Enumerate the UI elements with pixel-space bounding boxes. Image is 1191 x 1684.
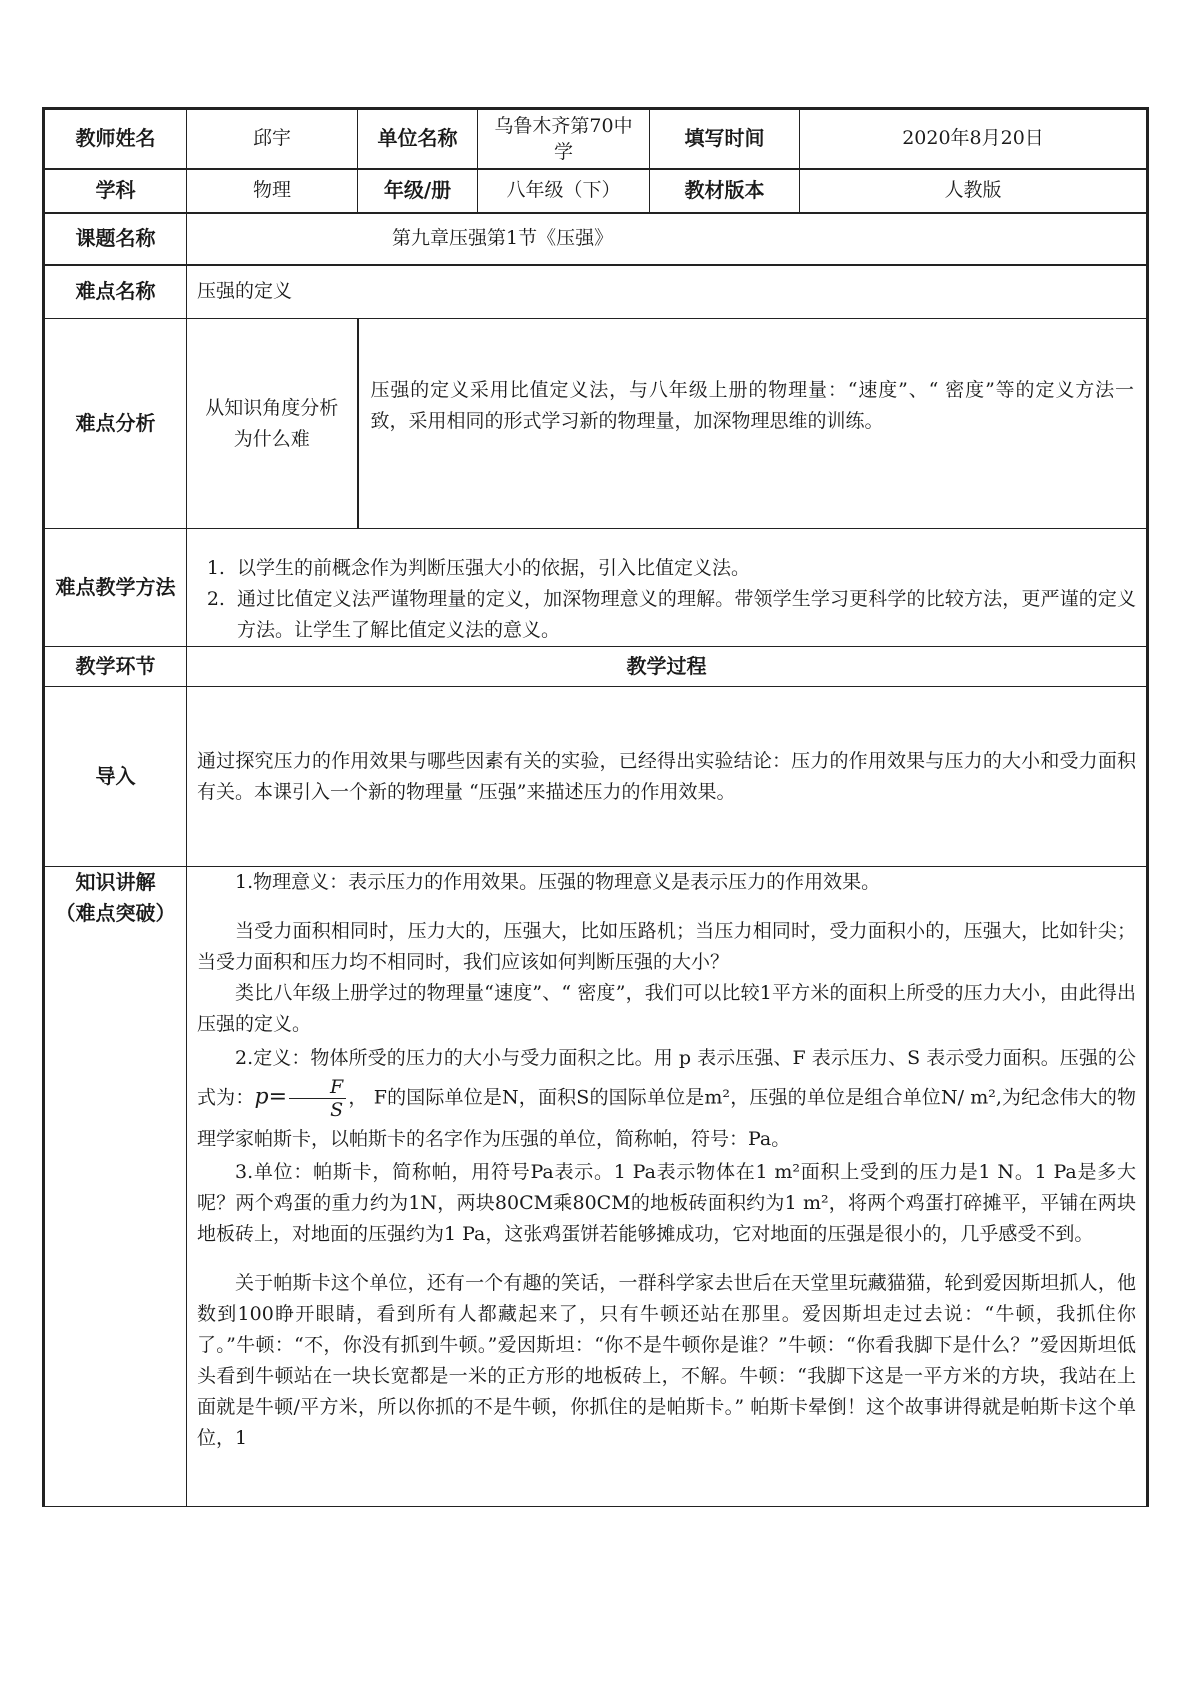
lesson-plan-document <box>42 107 1146 1507</box>
knowledge-p4 <box>197 1040 1136 1157</box>
methods-list <box>197 553 1136 646</box>
knowledge-p3: 类比八年级上册学过的物理量“速度”、“ 密度”，我们可以比较1平方米的面积上所受的压力大小，由此得出压强的定义。 <box>197 982 1136 1035</box>
paragraph-gap <box>197 1250 1136 1268</box>
intro-label: 导入 <box>44 687 187 867</box>
subject-label: 学科 <box>44 169 187 213</box>
lesson-plan-table <box>42 107 1149 1507</box>
edition-label: 教材版本 <box>650 169 800 213</box>
topic-label: 课题名称 <box>44 213 187 265</box>
knowledge-label-cell <box>44 867 187 1507</box>
knowledge-p4-part-b: ， F的国际单位是N，面积S的国际单位是m²，压强的单位是组合单位N/ m²,为纪念伟大的物理学家帕斯卡，以帕斯卡的名字作为压强的单位，简称帕，符号：Pa。 <box>197 1086 1136 1150</box>
analysis-sub-label: 从知识角度分析为什么难 <box>187 319 358 529</box>
topic-value: 第九章压强第1节《压强》 <box>187 213 1148 265</box>
formula-lhs: p= <box>254 1084 288 1110</box>
knowledge-label-line1: 知识讲解 <box>75 870 156 894</box>
methods-label: 难点教学方法 <box>44 529 187 647</box>
paragraph-gap <box>197 898 1136 916</box>
time-label: 填写时间 <box>650 109 800 169</box>
knowledge-content <box>187 867 1148 1507</box>
analysis-label: 难点分析 <box>44 319 187 529</box>
knowledge-p4-part-a: 2.定义：物体所受的压力的大小与受力面积之比。用 p 表示压强、F 表示压力、S 表示受力面积。压强的公式为： <box>197 1047 1136 1109</box>
subject-value: 物理 <box>187 169 358 213</box>
formula-denominator: S <box>330 1099 344 1121</box>
analysis-text: 压强的定义采用比值定义法，与八年级上册的物理量：“速度”、“ 密度”等的定义方法一致，采用相同的形式学习新的物理量，加深物理思维的训练。 <box>358 319 1148 529</box>
formula-numerator: F <box>289 1076 346 1099</box>
knowledge-p2: 当受力面积相同时，压力大的，压强大，比如压路机；当压力相同时，受力面积小的，压强大，比如针尖；当受力面积和压力均不相同时，我们应该如何判断压强的大小？ <box>197 920 1136 973</box>
difficulty-value: 压强的定义 <box>187 265 1148 319</box>
teacher-label: 教师姓名 <box>44 109 187 169</box>
intro-text: 通过探究压力的作用效果与哪些因素有关的实验，已经得出实验结论：压力的作用效果与压力的大小和受力面积有关。本课引入一个新的物理量 “压强”来描述压力的作用效果。 <box>187 687 1148 867</box>
grade-label: 年级/册 <box>358 169 478 213</box>
process-header-value: 教学过程 <box>187 647 1148 687</box>
methods-cell <box>187 529 1148 647</box>
knowledge-p5: 3.单位：帕斯卡，简称帕，用符号Pa表示。1 Pa表示物体在1 m²面积上受到的压力是1 N。1 Pa是多大呢？两个鸡蛋的重力约为1N，两块80CM乘80CM的地板砖面积约为1 m²，将两个鸡蛋打碎摊平，平铺在两块地板砖上，对地面的压强约为1 Pa，这张鸡蛋饼若能够摊成功，它对地面的压强是很小的，几乎感受不到。 <box>197 1161 1136 1245</box>
knowledge-p6: 关于帕斯卡这个单位，还有一个有趣的笑话，一群科学家去世后在天堂里玩藏猫猫，轮到爱因斯坦抓人，他数到100睁开眼睛，看到所有人都藏起来了，只有牛顿还站在那里。爱因斯坦走过去说：“牛顿，我抓住你了。”牛顿：“不，你没有抓到牛顿。”爱因斯坦：“你不是牛顿你是谁？”牛顿：“你看我脚下是什么？”爱因斯坦低头看到牛顿站在一块长宽都是一米的正方形的地板砖上，不解。牛顿：“我脚下这是一平方米的方块，我站在上面就是牛顿/平方米，所以你抓的不是牛顿，你抓住的是帕斯卡。” 帕斯卡晕倒！这个故事讲得就是帕斯卡这个单位，1 <box>197 1272 1136 1449</box>
teacher-value: 邱宇 <box>187 109 358 169</box>
unit-label: 单位名称 <box>358 109 478 169</box>
knowledge-label-line2: （难点突破） <box>55 901 176 925</box>
process-stage-label: 教学环节 <box>44 647 187 687</box>
methods-item-1: 1. 以学生的前概念作为判断压强大小的依据，引入比值定义法。 <box>231 553 1136 584</box>
methods-item-2: 2. 通过比值定义法严谨物理量的定义，加深物理意义的理解。带领学生学习更科学的比较方法，更严谨的定义方法。让学生了解比值定义法的意义。 <box>231 584 1136 646</box>
difficulty-label: 难点名称 <box>44 265 187 319</box>
grade-value: 八年级（下） <box>478 169 650 213</box>
knowledge-p1: 1.物理意义：表示压力的作用效果。压强的物理意义是表示压力的作用效果。 <box>235 871 881 893</box>
unit-value: 乌鲁木齐第70中学 <box>478 109 650 169</box>
time-value: 2020年8月20日 <box>800 109 1148 169</box>
edition-value: 人教版 <box>800 169 1148 213</box>
pressure-formula-fraction <box>289 1076 346 1121</box>
